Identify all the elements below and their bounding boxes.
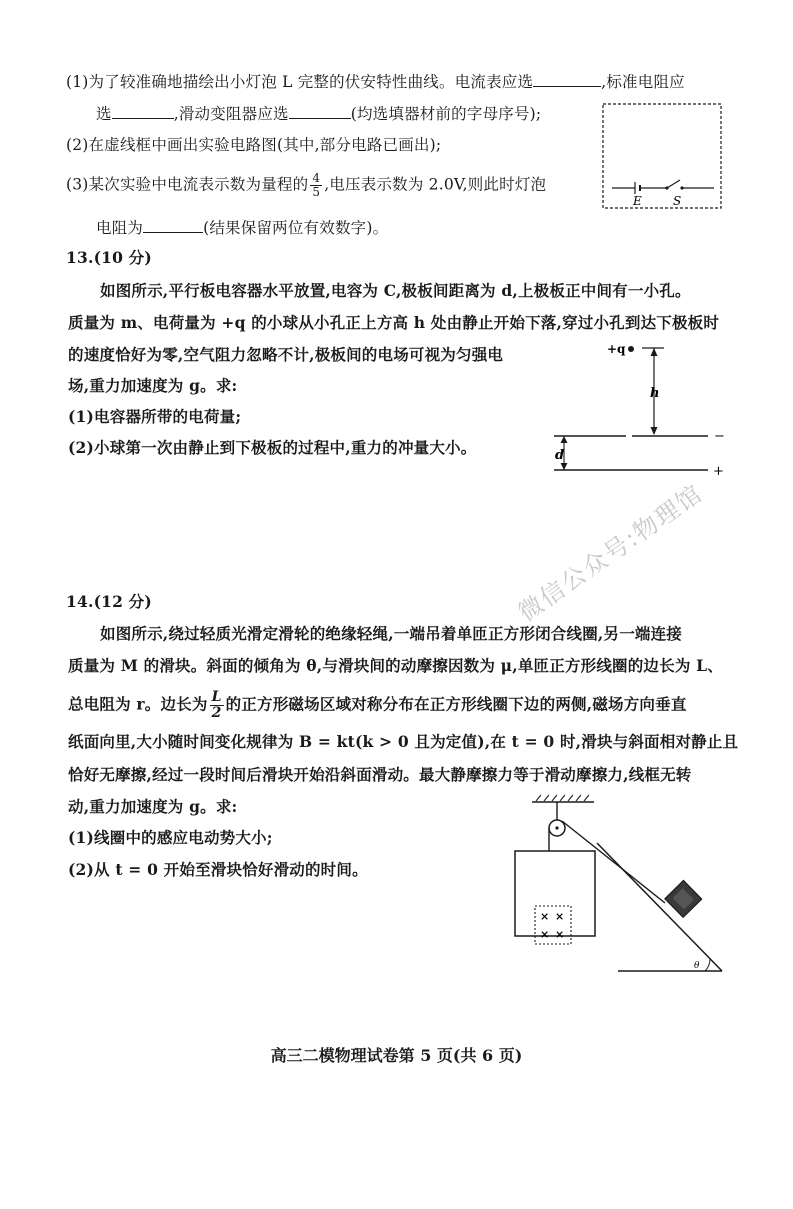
fraction-four-fifths [310, 172, 322, 199]
pulley-incline-figure[interactable] [500, 790, 732, 990]
field-cross: × [555, 910, 565, 923]
d-label: d [555, 448, 565, 463]
q12-line-5-a: 电阻为 [96, 219, 144, 237]
q14-para-3-b: 的正方形磁场区域对称分布在正方形线圈下边的两侧,磁场方向垂直 [225, 694, 687, 714]
h-arrow-down [651, 427, 658, 435]
charge-label: +q [607, 342, 626, 356]
q12-line-5 [96, 216, 388, 239]
q12-line-1-text: (1)为了较准确地描绘出小灯泡 L 完整的伏安特性曲线。电流表应选 [66, 73, 534, 91]
label-E: E [633, 194, 642, 208]
fraction-L-over-2 [210, 690, 224, 721]
lower-plate-sign: + [713, 464, 724, 479]
q14-para-6: 动,重力加速度为 g。求: [68, 797, 238, 816]
d-arrow-down [561, 463, 568, 470]
q14-para-3-a: 总电阻为 r。边长为 [68, 694, 208, 714]
q12-line-1-end: ,标准电阻应 [601, 73, 685, 91]
answer-blank-resistance[interactable] [143, 216, 203, 233]
q12-line-1 [66, 70, 685, 93]
q13-sub-2: (2)小球第一次由静止到下极板的过程中,重力的冲量大小。 [68, 438, 477, 457]
watermark-text: 微信公众号:物理馆 [513, 478, 709, 628]
q14-para-4: 纸面向里,大小随时间变化规律为 B = kt(k > 0 且为定值),在 t = 0 时,滑块与斜面相对静止且 [68, 732, 739, 751]
q13-para-2: 质量为 m、电荷量为 +q 的小球从小孔正上方高 h 处由静止开始下落,穿过小孔到达下极板时 [68, 313, 720, 332]
q12-line-2-c: (均选填器材前的字母序号); [350, 105, 542, 123]
q13-heading: 13.(10 分) [66, 248, 152, 267]
field-cross: × [555, 928, 565, 941]
q12-line-4-a: (3)某次实验中电流表示数为量程的 [66, 175, 309, 194]
upper-plate-sign: − [714, 429, 725, 444]
q14-heading: 14.(12 分) [66, 592, 152, 611]
ceiling-hatch [536, 795, 589, 801]
frac-denominator: 2 [211, 705, 222, 721]
q13-para-3: 的速度恰好为零,空气阻力忽略不计,极板间的电场可视为匀强电 [68, 345, 504, 364]
q14-para-3 [68, 690, 687, 721]
q14-para-2: 质量为 M 的滑块。斜面的倾角为 θ,与滑块间的动摩擦因数为 μ,单匝正方形线圈的边长为 L、 [68, 656, 723, 675]
answer-blank-rheostat[interactable] [289, 102, 351, 119]
q12-line-3: (2)在虚线框中画出实验电路图(其中,部分电路已画出); [66, 136, 442, 154]
frac-numerator: 4 [312, 171, 321, 185]
pulley-axle [555, 826, 558, 829]
frac-numerator: L [211, 689, 222, 705]
page-footer: 高三二模物理试卷第 5 页(共 6 页) [270, 1046, 523, 1065]
d-arrow-up [561, 436, 568, 443]
label-S: S [673, 194, 682, 208]
q12-line-2-b: ,滑动变阻器应选 [173, 105, 289, 123]
square-coil [515, 851, 595, 936]
dashed-frame [603, 104, 721, 208]
h-arrow-up [651, 348, 658, 356]
q13-sub-1: (1)电容器所带的电荷量; [68, 407, 242, 426]
q14-sub-2: (2)从 t = 0 开始至滑块恰好滑动的时间。 [68, 860, 368, 879]
charged-ball [628, 346, 634, 352]
q14-sub-1: (1)线圈中的感应电动势大小; [68, 828, 273, 847]
incline-surface [597, 843, 722, 971]
capacitor-figure[interactable] [550, 336, 730, 480]
q12-line-5-b: (结果保留两位有效数字)。 [203, 219, 389, 237]
q12-line-2 [96, 102, 541, 125]
q14-para-1: 如图所示,绕过轻质光滑定滑轮的绝缘轻绳,一端吊着单匝正方形闭合线圈,另一端连接 [100, 624, 682, 643]
q12-line-2-a: 选 [96, 105, 112, 123]
theta-label: θ [694, 961, 700, 971]
q13-para-1: 如图所示,平行板电容器水平放置,电容为 C,极板间距离为 d,上极板正中间有一小孔。 [100, 281, 691, 300]
switch-blade [667, 180, 680, 188]
answer-blank-ammeter[interactable] [533, 70, 601, 87]
q12-line-4-b: ,电压表示数为 2.0V,则此时灯泡 [324, 175, 547, 194]
circuit-box-figure[interactable] [600, 100, 726, 212]
field-cross: × [540, 928, 550, 941]
answer-blank-resistor[interactable] [112, 102, 174, 119]
q14-para-5: 恰好无摩擦,经过一段时间后滑块开始沿斜面滑动。最大静摩擦力等于滑动摩擦力,线框无转 [68, 765, 692, 784]
angle-arc [705, 959, 710, 971]
field-cross: × [540, 910, 550, 923]
rope-to-block [562, 821, 665, 903]
frac-denominator: 5 [312, 185, 321, 199]
q13-para-4: 场,重力加速度为 g。求: [68, 376, 238, 395]
h-label: h [650, 386, 660, 401]
slider-block [665, 881, 702, 918]
q12-line-4 [66, 172, 546, 199]
